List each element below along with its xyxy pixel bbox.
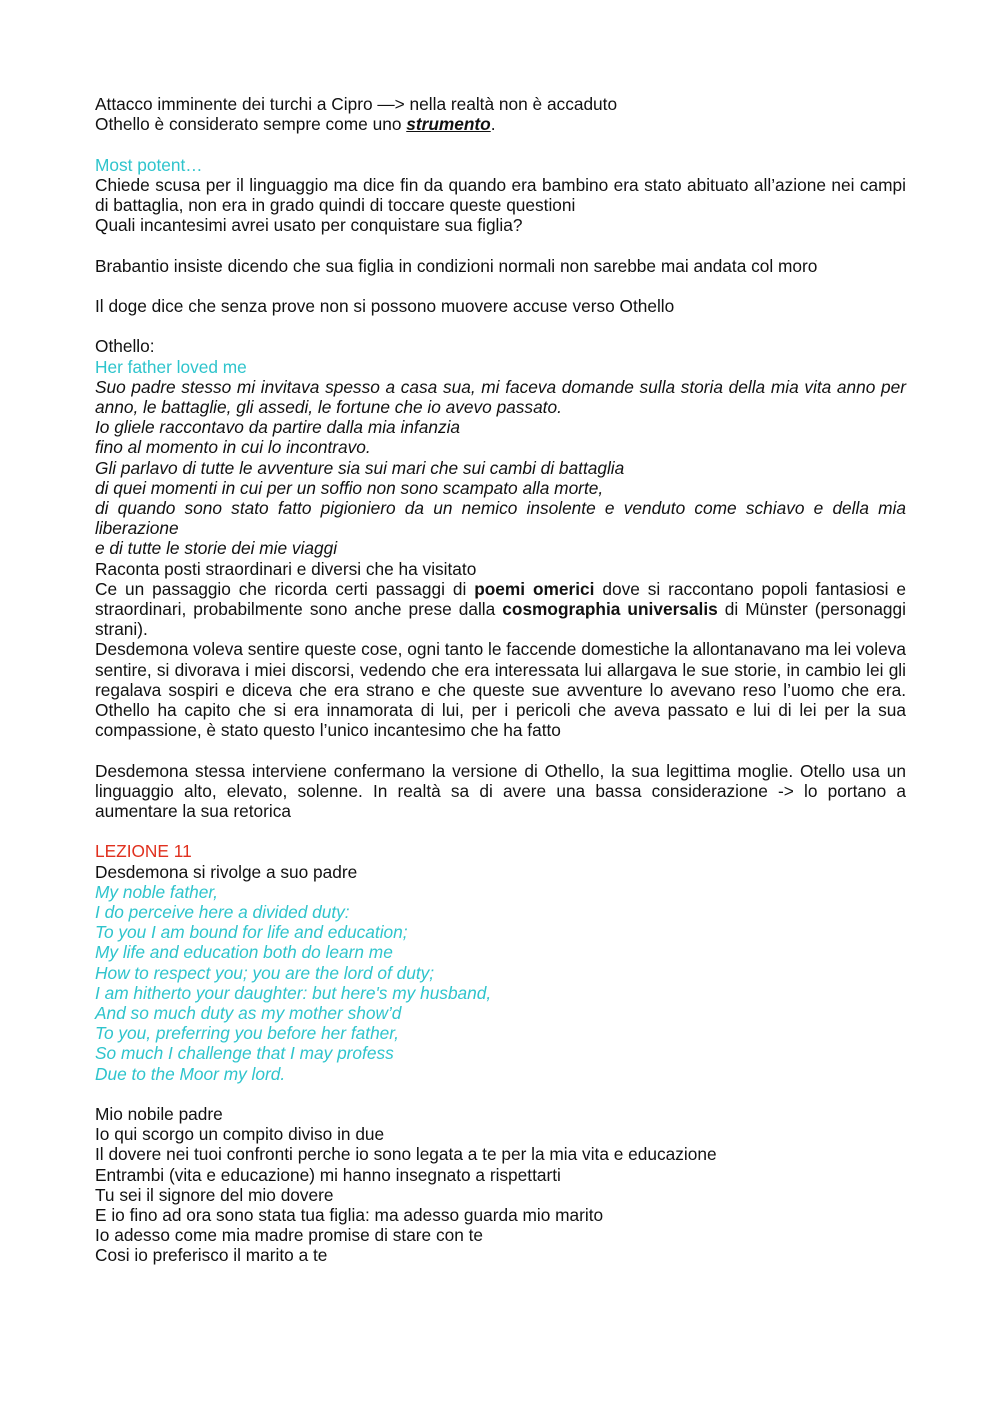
english-quote-line: Due to the Moor my lord.	[95, 1063, 286, 1084]
italian-translation-line: Tu sei il signore del mio dovere	[95, 1184, 334, 1205]
passaggio-text: di Münster (personaggi strani).	[95, 599, 906, 640]
italian-translation-line: Io qui scorgo un compito diviso in due	[95, 1124, 385, 1145]
lezione-intro: Desdemona si rivolge a suo padre	[95, 861, 358, 882]
intro-line-2-text: Othello è considerato sempre come uno	[95, 114, 407, 135]
most-potent-question: Quali incantesimi avrei usato per conquistare sua figlia?	[95, 215, 523, 236]
italian-translation-line: E io fino ad ora sono stata tua figlia: ma adesso guarda mio marito	[95, 1205, 604, 1226]
othello-italic-line: Suo padre stesso mi invitava spesso a casa sua, mi faceva domande sulla storia della mia vita anno per anno, le battaglie, gli assedi, le fortune che io avevo passato.	[95, 376, 906, 417]
italian-translation-line: Entrambi (vita e educazione) mi hanno insegnato a rispettarti	[95, 1164, 561, 1185]
passaggio-text: Ce un passaggio che ricorda certi passaggi di	[95, 578, 475, 599]
posti-line: Raconta posti straordinari e diversi che ha visitato	[95, 558, 477, 579]
italian-translation-line: Il dovere nei tuoi confronti perche io sono legata a te per la mia vita e educazione	[95, 1144, 717, 1165]
doge-line: Il doge dice che senza prove non si possono muovere accuse verso Othello	[95, 295, 675, 316]
english-quote-line: My noble father,	[95, 881, 218, 902]
othello-label: Othello:	[95, 336, 155, 357]
english-quote-line: How to respect you; you are the lord of duty;	[95, 962, 435, 983]
most-potent-paragraph: Chiede scusa per il linguaggio ma dice fin da quando era bambino era stato abituato all’azione nei campi di battaglia, non era in grado quindi di toccare queste questioni	[95, 174, 906, 215]
english-quote-line: So much I challenge that I may profess	[95, 1043, 394, 1064]
intro-line-2	[95, 114, 906, 134]
most-potent-heading: Most potent…	[95, 154, 203, 175]
conferma-paragraph: Desdemona stessa interviene confermano la versione di Othello, la sua legittima moglie. Otello usa un linguaggio alto, elevato, solenne. In realtà sa di avere una bassa considerazione -> lo portano a aumentare la sua retorica	[95, 760, 906, 822]
italian-translation-line: Cosi io preferisco il marito a te	[95, 1245, 328, 1266]
spacer	[95, 276, 906, 296]
english-quote-line: And so much duty as my mother show’d	[95, 1003, 402, 1024]
intro-line-2-end: .	[490, 114, 496, 135]
poemi-omerici-bold: poemi omerici	[474, 578, 595, 599]
cosmographia-bold: cosmographia universalis	[502, 599, 718, 620]
othello-italic-line: fino al momento in cui lo incontravo.	[95, 437, 371, 458]
document-page	[95, 94, 906, 1266]
spacer	[95, 134, 906, 154]
othello-italic-line: Io gliele raccontavo da partire dalla mia infanzia	[95, 417, 461, 438]
passaggio-paragraph	[95, 579, 906, 640]
lezione-heading: LEZIONE 11	[95, 841, 192, 862]
english-quote-line: My life and education both do learn me	[95, 942, 393, 963]
othello-italic-line: e di tutte le storie dei mie viaggi	[95, 538, 338, 559]
spacer	[95, 821, 906, 841]
desdemona-paragraph: Desdemona voleva sentire queste cose, ogni tanto le faccende domestiche la allontanavano ma lei voleva sentire, si divorava i miei discorsi, vedendo che era interessata lui allargava le sue storie, in cambio lei gli regalava sospiri e diceva che era strano e che queste sue avventure lo avevano reso l’uomo che era. Othello ha capito che si era innamorata di lui, per i pericoli che aveva passato e lui di lei per la sua compassione, è stato questo l’unico incantesimo che ha fatto	[95, 639, 906, 741]
spacer	[95, 740, 906, 760]
strumento-emphasis: strumento	[406, 114, 491, 135]
english-quote-line: To you, preferring you before her father,	[95, 1023, 399, 1044]
passaggio-text: dove si raccontano popoli fantasiosi e straordinari, probabilmente sono anche prese dalla	[95, 578, 906, 620]
spacer	[95, 1084, 906, 1104]
english-quote-line: I am hitherto your daughter: but here's my husband,	[95, 982, 492, 1003]
othello-italic-line: di quei momenti in cui per un soffio non sono scampato alla morte,	[95, 477, 604, 498]
italian-translation-line: Mio nobile padre	[95, 1104, 223, 1125]
brabantio-line: Brabantio insiste dicendo che sua figlia in condizioni normali non sarebbe mai andata col moro	[95, 255, 818, 276]
english-quote-line: I do perceive here a divided duty:	[95, 902, 350, 923]
othello-italic-line: di quando sono stato fatto pigioniero da un nemico insolente e venduto come schiavo e della mia liberazione	[95, 498, 906, 539]
othello-italic-line: Gli parlavo di tutte le avventure sia sui mari che sui cambi di battaglia	[95, 457, 625, 478]
english-quote-line: To you I am bound for life and education;	[95, 922, 408, 943]
intro-line-1: Attacco imminente dei turchi a Cipro —> nella realtà non è accaduto	[95, 94, 618, 114]
spacer	[95, 235, 906, 255]
italian-translation-line: Io adesso come mia madre promise di stare con te	[95, 1225, 484, 1246]
spacer	[95, 316, 906, 336]
her-father-heading: Her father loved me	[95, 356, 247, 377]
